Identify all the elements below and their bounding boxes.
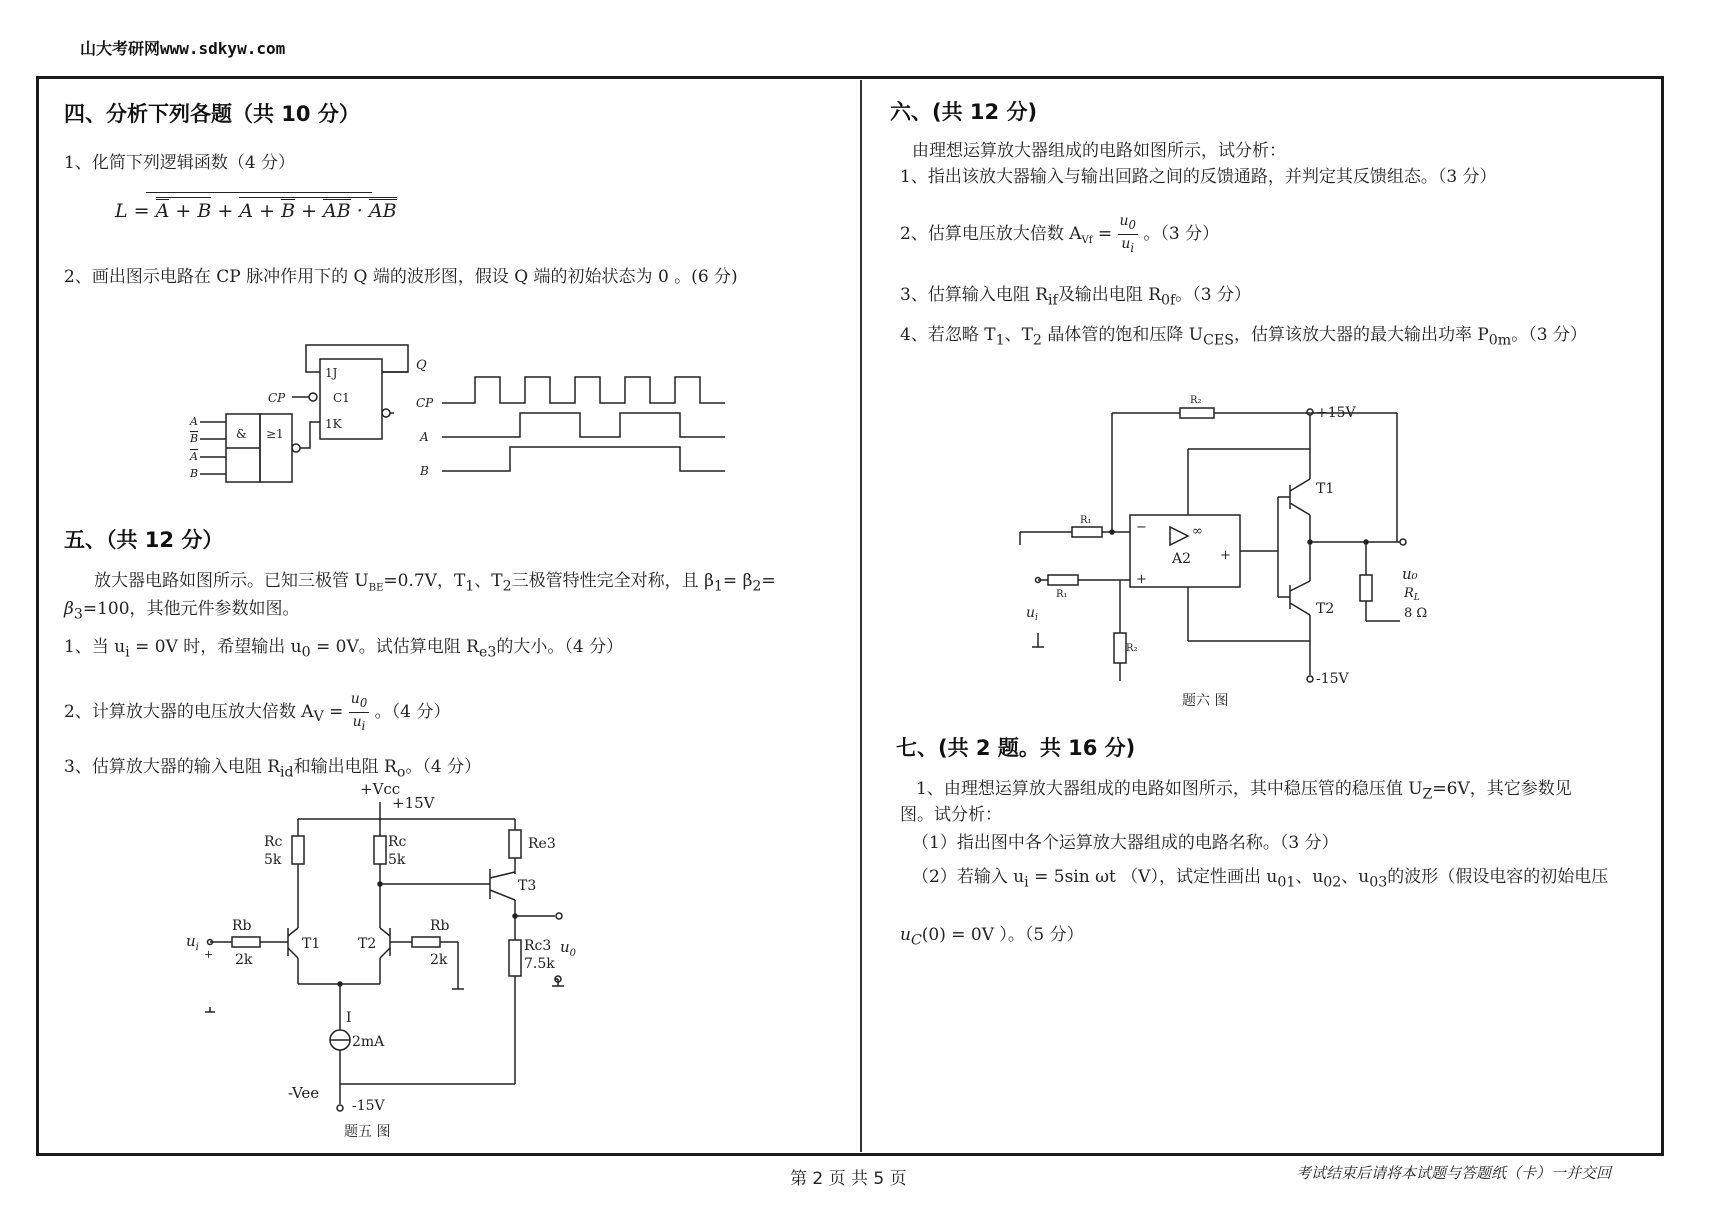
formula-overbar <box>146 192 372 193</box>
s6-q4-b: 、T <box>1004 325 1033 345</box>
in-a: A <box>190 415 198 428</box>
rb1-label: Rb <box>232 918 252 934</box>
re3-label: Re3 <box>528 836 556 852</box>
s5-q3: 3、估算放大器的输入电阻 $R_{id}$和输出电阻 $R_o$。（4 分） <box>64 757 482 781</box>
s7-p3-b: (0) = 0V ）。（5 分） <box>921 925 1084 945</box>
waveforms <box>442 377 725 471</box>
vm15-label: -15V <box>1316 671 1349 687</box>
s7-p2-c: 、u <box>1295 867 1324 887</box>
rl-value: 8 Ω <box>1404 606 1428 621</box>
k-label: 1K <box>325 417 342 431</box>
s5-intro-sub: BE <box>368 582 384 594</box>
page-number: 第 2 页 共 5 页 <box>790 1169 907 1189</box>
vee-15v: -15V <box>352 1098 385 1114</box>
s6-q3-c: 。（3 分） <box>1175 285 1252 305</box>
s7-p2: （2）若输入 $u_i = 5\sin$ ωt （V），试定性画出 $u_{01}$、$u_{02}$、$u_{03}$的波形（假设电容的初始电压 <box>912 867 1609 891</box>
s5-intro-line2: $\beta_3=100$，其他元件参数如图。 <box>64 599 300 623</box>
s5-intro2-b: =100，其他元件参数如图。 <box>82 599 300 619</box>
s6-q2-c: 。（3 分） <box>1143 223 1220 244</box>
s6-q4-c: 晶体管的饱和压降 U <box>1041 325 1204 345</box>
wave-b-label: B <box>420 464 429 478</box>
s5-q2-c: 。（4 分） <box>374 701 451 722</box>
inf-label: ∞ <box>1192 524 1203 539</box>
in-plus: + <box>204 948 214 961</box>
s5-intro-f: = <box>761 571 776 591</box>
s5-q2-a: 2、计算放大器的电压放大倍数 A <box>64 701 314 722</box>
s4-q1: 1、化简下列逻辑函数（4 分） <box>64 153 296 173</box>
s5-q3-c: 。（4 分） <box>405 757 482 777</box>
v15-label: +15V <box>1316 405 1356 421</box>
rl-label: $R_L$ <box>1404 586 1420 603</box>
minus-label: − <box>1136 520 1147 535</box>
s7-q1-line1: 1、由理想运算放大器组成的电路如图所示，其中稳压管的稳压值 $U_Z=6V$，其它参数见 <box>916 779 1572 803</box>
t1-label: T1 <box>1316 481 1335 497</box>
t1-label: T1 <box>302 936 321 952</box>
s6-q4-e: 。（3 分） <box>1511 325 1587 345</box>
s7-p2-d: 、u <box>1341 867 1370 887</box>
opamp-circuit <box>1010 385 1450 715</box>
a2-label: A2 <box>1172 551 1192 567</box>
rb1-value: 2k <box>235 952 253 968</box>
vcc-15v: +15V <box>392 794 435 812</box>
t2-label: T2 <box>358 936 377 952</box>
rb2-label: Rb <box>430 918 450 934</box>
section-6-title: 六、(共 12 分) <box>890 100 1038 124</box>
s6-q4: 4、若忽略 $T_1$、$T_2$ 晶体管的饱和压降 $U_{CES}$，估算该放大器的最大输出功率 $P_{0m}$。（3 分） <box>900 325 1587 349</box>
rc2-value: 5k <box>388 852 406 868</box>
s6-q4-a: 4、若忽略 T <box>900 325 996 345</box>
flipflop-circuit <box>180 335 740 495</box>
s7-q1a: 1、由理想运算放大器组成的电路如图所示，其中稳压管的稳压值 U <box>916 779 1423 799</box>
t3-label: T3 <box>518 878 537 894</box>
uo-label: $u_0$ <box>560 938 577 959</box>
r3-label: R₂ <box>1126 643 1138 654</box>
in-abar: A <box>190 450 198 463</box>
s6-q3-b: 及输出电阻 R <box>1057 285 1162 305</box>
s4-q2: 2、画出图示电路在 CP 脉冲作用下的 Q 端的波形图，假设 Q 端的初始状态为 0 。(6 分) <box>64 267 738 287</box>
r1a-label: R₁ <box>1080 515 1092 526</box>
cp-in-label: CP <box>268 391 286 405</box>
s5-intro2-a: β <box>64 599 74 619</box>
in-b: B <box>190 467 199 480</box>
ui-label: $u_i$ <box>186 932 199 953</box>
s5-q1-a: 1、当 u <box>64 637 126 657</box>
rb2-value: 2k <box>430 952 448 968</box>
s6-q3: 3、估算输入电阻 $R_{if}$及输出电阻 $R_{0f}$。（3 分） <box>900 285 1252 309</box>
q-label: Q <box>416 358 427 373</box>
rc3-value: 7.5k <box>524 956 555 972</box>
s5-intro-c: 、T <box>474 571 503 591</box>
logic-formula: L = A + B + A + B + AB · AB <box>115 200 397 222</box>
wave-cp-label: CP <box>416 396 434 410</box>
i-label: I <box>346 1010 352 1026</box>
rc3-label: Rc3 <box>524 938 552 954</box>
s5-intro-d: 三极管特性完全对称，且 β <box>511 571 714 591</box>
rc2-label: Rc <box>388 834 407 850</box>
i-value: 2mA <box>352 1034 385 1050</box>
section-5-title: 五、（共 12 分） <box>64 528 224 552</box>
s5-q1: 1、当 $u_i = 0V$ 时，希望输出 $u_0 = 0V$。试估算电阻 $R_{e3}$的大小。（4 分） <box>64 637 624 661</box>
fig6-caption: 题六 图 <box>1182 693 1229 709</box>
and-label: & <box>236 427 247 441</box>
s6-q2-frac: $\frac{u_0}{u_i}$ <box>1119 213 1136 255</box>
s5-q2: 2、计算放大器的电压放大倍数 $A_V$ = $\frac{u_0}{u_i}$ 。（4 分） <box>64 691 451 733</box>
s6-q3-a: 3、估算输入电阻 R <box>900 285 1049 305</box>
s7-p3: $u_C(0) = 0V$ ）。（5 分） <box>900 925 1084 949</box>
s7-p1: （1）指出图中各个运算放大器组成的电路名称。（3 分） <box>912 833 1339 853</box>
out-plus-label: + <box>1220 548 1231 563</box>
s6-intro: 由理想运算放大器组成的电路如图所示，试分析： <box>912 141 1286 161</box>
s7-p2-b: = 5sin ωt （V），试定性画出 u <box>1028 867 1278 887</box>
s6-q1: 1、指出该放大器输入与输出回路之间的反馈通路，并判定其反馈组态。（3 分） <box>900 167 1497 187</box>
s7-q1-line2: 图。试分析： <box>900 805 1002 825</box>
wave-a-label: A <box>420 430 429 444</box>
s5-intro-e: = β <box>722 571 753 591</box>
s5-q1-d: 的大小。（4 分） <box>496 637 624 657</box>
fig5-caption: 题五 图 <box>344 1124 391 1140</box>
footer-note: 考试结束后请将本试题与答题纸（卡）一并交回 <box>1296 1164 1612 1182</box>
section-7-title: 七、(共 2 题。共 16 分) <box>896 736 1136 760</box>
j-label: 1J <box>325 366 338 380</box>
amplifier-circuit <box>180 774 600 1146</box>
s6-q4-d: ，估算该放大器的最大输出功率 P <box>1233 325 1489 345</box>
r1b-label: R₁ <box>1056 589 1068 600</box>
s5-q3-a: 3、估算放大器的输入电阻 R <box>64 757 281 777</box>
column-divider <box>860 80 862 1152</box>
rc1-value: 5k <box>264 852 282 868</box>
s5-intro-b: =0.7V，T <box>383 571 466 591</box>
section-4-title: 四、分析下列各题（共 10 分） <box>64 102 360 126</box>
t2-label: T2 <box>1316 601 1335 617</box>
r2-label: R₂ <box>1190 395 1202 406</box>
s5-q3-b: 和输出电阻 R <box>293 757 397 777</box>
or-gate-box <box>260 414 292 482</box>
c-label: C1 <box>333 391 350 405</box>
s5-q1-b: = 0V 时，希望输出 u <box>129 637 302 657</box>
s5-intro-a: 放大器电路如图所示。已知三极管 U <box>94 571 369 591</box>
or-label: ≥1 <box>266 427 284 441</box>
in-bbar: B <box>190 432 199 445</box>
s5-q2-b: = <box>323 701 344 722</box>
s6-q2-sub: Vf <box>1081 235 1093 247</box>
s7-p2-e: 的波形（假设电容的初始电压 <box>1387 867 1609 887</box>
s7-p2-a: （2）若输入 u <box>912 867 1025 887</box>
s5-q2-frac: $\frac{u_0}{u_i}$ <box>350 691 368 733</box>
s7-q1a-b: =6V，其它参数见 <box>1432 779 1572 799</box>
ui-label: $u_i$ <box>1026 605 1038 623</box>
s5-q1-c: = 0V。试估算电阻 R <box>310 637 479 657</box>
s7-p3-a: u <box>900 925 911 945</box>
s6-q2-a: 2、估算电压放大倍数 A <box>900 223 1082 244</box>
site-header: 山大考研网www.sdkyw.com <box>80 39 286 58</box>
vee-label: -Vee <box>288 1084 320 1102</box>
rc1-label: Rc <box>264 834 283 850</box>
plus-label: + <box>1136 572 1147 587</box>
s5-intro-line1: 放大器电路如图所示。已知三极管 $U_{BE}=0.7V$，$T_1$、$T_2$三极管特性完全对称，且 $\beta_1= \beta_2=$ <box>94 571 776 595</box>
uo-label: u₀ <box>1402 565 1418 583</box>
s6-q2: 2、估算电压放大倍数 $A_{Vf}$ = $\frac{u_0}{u_i}$ 。（3 分） <box>900 213 1220 255</box>
vcc-label: +Vcc <box>360 780 401 798</box>
